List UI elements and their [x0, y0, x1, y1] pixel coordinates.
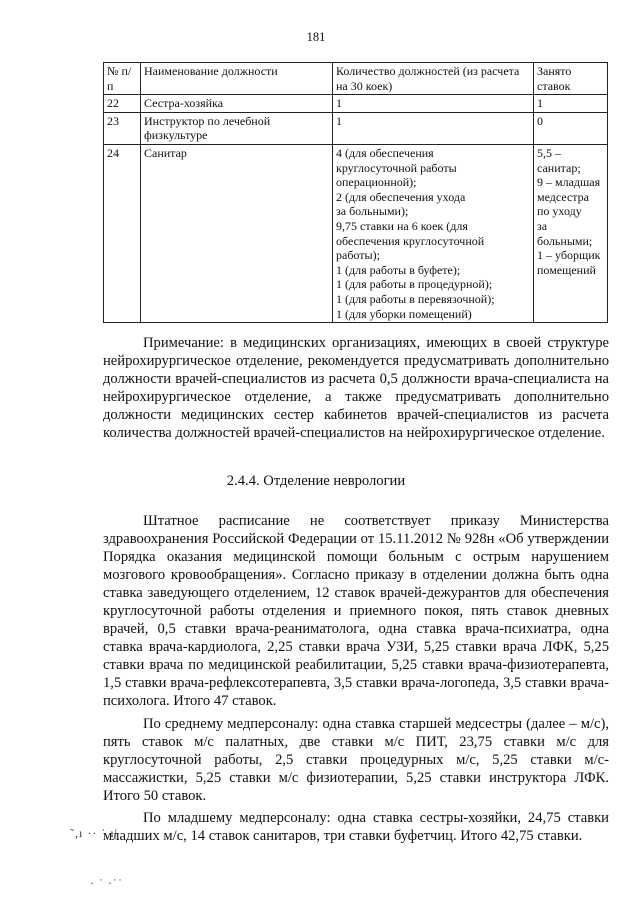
table-row: [104, 95, 608, 113]
scan-mark: · ˙ ·˙˙: [90, 876, 123, 890]
row-occupied: 1: [534, 95, 608, 113]
table-row: [104, 112, 608, 144]
row-qty: 1: [333, 112, 534, 144]
row-occupied: 0: [534, 112, 608, 144]
paragraph-junior-staff: По младшему медперсоналу: одна ставка сестры-хозяйки, 24,75 ставки младших м/с, 14 ставок санитаров, три ставки буфетчиц. Итого 42,75 ставки.: [103, 810, 609, 844]
row-num: 22: [104, 95, 141, 113]
header-qty: Количество должностей (из расчета на 30 коек): [333, 63, 534, 95]
row-qty: 1: [333, 95, 534, 113]
paragraph-mid-staff: По среднему медперсоналу: одна ставка старшей медсестры (далее – м/с), пять ставок м/с палатных, две ставки м/с ПИТ, 23,75 ставки м/с для круглосуточной работы, 2,5 ставки процедурных м/с, 5,25 ставки м/с-массажистки, 5,25 ставки м/с физиотерапии, 5,25 ставки инструктора ЛФК. Итого 50 ставок.: [103, 716, 609, 804]
table-row: [104, 144, 608, 322]
row-qty: 4 (для обеспечения круглосуточной работы операционной); 2 (для обеспечения ухода за больными); 9,75 ставки на 6 коек (для обеспечения круглосуточной работы); 1 (для работы в буфете); 1 (для работы в процедурной); 1 (для работы в перевязочной); 1 (для уборки помещений): [333, 144, 534, 322]
staff-table: [103, 62, 608, 323]
header-name: Наименование должности: [141, 63, 333, 95]
page-number: 181: [306, 30, 326, 44]
section-title: 2.4.4. Отделение неврологии: [226, 473, 406, 489]
row-name: Сестра-хозяйка: [141, 95, 333, 113]
row-name: Инструктор по лечебной физкультуре: [141, 112, 333, 144]
row-occupied: 5,5 – санитар; 9 – младшая медсестра по уходу за больными; 1 – уборщик помещений: [534, 144, 608, 322]
table-header-row: [104, 63, 608, 95]
paragraph-staffing: Штатное расписание не соответствует приказу Министерства здравоохранения Российской Федерации от 15.11.2012 № 928н «Об утверждении Порядка оказания медицинской помощи больным с острым нарушением мозгового кровообращения». Согласно приказу в отделении должна быть одна ставка заведующего отделением, 12 ставок врачей-дежурантов для обеспечения круглосуточной работы отделения и приемного покоя, пять ставок дневных врачей, 0,5 ставки врача-реаниматолога, одна ставка врача-психиатра, одна ставка врача-кардиолога, 2,25 ставки врача УЗИ, 5,25 ставки врача ЛФК, 5,25 ставки врача по медицинской реабилитации, 5,25 ставки врача-физиотерапевта, 1,5 ставки врача-рефлексотерапевта, 3,5 ставки врача-логопеда, 3,5 ставки врача-психолога. Итого 47 ставок.: [103, 513, 609, 709]
note-paragraph: Примечание: в медицинских организациях, имеющих в своей структуре нейрохирургическое отделение, рекомендуется предусматривать дополнительно должности врачей-специалистов из расчета 0,5 должности врача-специалиста на нейрохирургическое отделение, а также предусматривать дополнительно должности медицинских сестер кабинетов врачей-специалистов из расчета количества должностей врачей-специалистов на нейрохирургическое отделение.: [103, 335, 609, 441]
header-occupied: Занято ставок: [534, 63, 608, 95]
row-name: Санитар: [141, 144, 333, 322]
row-num: 24: [104, 144, 141, 322]
header-num: № п/п: [104, 63, 141, 95]
scan-mark: ˜,ı ·· ˙ ı|: [70, 826, 119, 840]
row-num: 23: [104, 112, 141, 144]
